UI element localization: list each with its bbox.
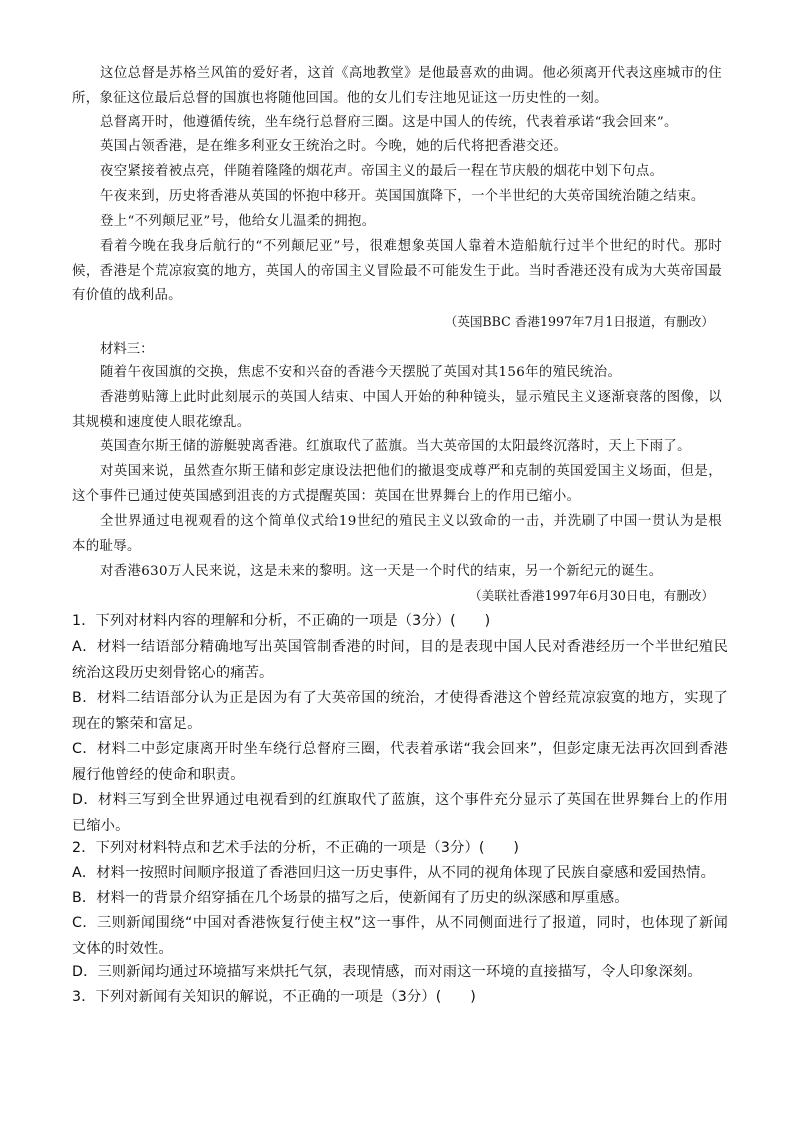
material2-paragraph-6: 登上“不列颠尼亚”号，他给女儿温柔的拥抱。: [100, 214, 376, 229]
question-1-option-b: B．材料二结语部分认为正是因为有了大英帝国的统治，才使得香港这个曾经荒凉寂寞的地方，实现了现在的繁荣和富足。: [72, 690, 728, 732]
material3-paragraph-2: 香港剪贴簿上此时此刻展示的英国人结束、中国人开始的种种镜头，显示殖民主义逐渐衰落的图像，以其规模和速度使人眼花缭乱。: [72, 390, 722, 430]
question-2-stem: 2．下列对材料特点和艺术手法的分析，不正确的一项是（3分）( ): [72, 840, 520, 856]
material3-paragraph-5: 全世界通过电视观看的这个简单仪式给19世纪的殖民主义以致命的一击，并洗刷了中国一贯认为是根本的耻辱。: [72, 514, 722, 554]
material2-paragraph-1: 这位总督是苏格兰风笛的爱好者，这首《高地教堂》是他最喜欢的曲调。他必须离开代表这座城市的住所，象征这位最后总督的国旗也将随他回国。他的女儿们专注地见证这一历史性的一刻。: [72, 66, 722, 106]
question-1-option-a: A．材料一结语部分精确地写出英国管制香港的时间，目的是表现中国人民对香港经历一个半世纪殖民统治这段历史刻骨铭心的痛苦。: [72, 639, 728, 681]
material3-heading: 材料三：: [100, 342, 154, 357]
question-3-stem: 3．下列对新闻有关知识的解说，不正确的一项是（3分）( ): [72, 989, 476, 1005]
material3-paragraph-4: 对英国来说，虽然查尔斯王储和彭定康设法把他们的撤退变成尊严和克制的英国爱国主义场面，但是，这个事件已通过使英国感到沮丧的方式提醒英国：英国在世界舞台上的作用已缩小。: [72, 464, 722, 504]
question-1-stem: 1．下列对材料内容的理解和分析，不正确的一项是（3分）( ): [72, 613, 491, 629]
question-1-option-c: C．材料二中彭定康离开时坐车绕行总督府三圈，代表着承诺“我会回来”，但彭定康无法再次回到香港履行他曾经的使命和职责。: [72, 741, 728, 783]
material3-paragraph-1: 随着午夜国旗的交换，焦虑不安和兴奋的香港今天摆脱了英国对其156年的殖民统治。: [100, 365, 622, 380]
material2-paragraph-3: 英国占领香港，是在维多利亚女王统治之时。今晚，她的后代将把香港交还。: [100, 139, 568, 154]
material2-paragraph-4: 夜空紧接着被点亮，伴随着隆隆的烟花声。帝国主义的最后一程在节庆般的烟花中划下句点。: [100, 164, 664, 179]
material3-paragraph-3: 英国查尔斯王储的游艇驶离香港。红旗取代了蓝旗。当大英帝国的太阳最终沉落时，天上下雨了。: [100, 439, 691, 454]
question-1-option-d: D．材料三写到全世界通过电视看到的红旗取代了蓝旗，这个事件充分显示了英国在世界舞台上的作用已缩小。: [72, 792, 728, 834]
question-2-option-a: A．材料一按照时间顺序报道了香港回归这一历史事件，从不同的视角体现了民族自豪感和爱国热情。: [72, 865, 715, 881]
question-2-option-b: B．材料一的背景介绍穿插在几个场景的描写之后，使新闻有了历史的纵深感和厚重感。: [72, 890, 629, 906]
question-2-option-c: C．三则新闻围绕“中国对香港恢复行使主权”这一事件，从不同侧面进行了报道，同时，也体现了新闻文体的时效性。: [72, 915, 728, 957]
material2-paragraph-2: 总督离开时，他遵循传统，坐车绕行总督府三圈。这是中国人的传统，代表着承诺“我会回来”。: [100, 115, 678, 130]
question-2-option-d: D．三则新闻均通过环境描写来烘托气氛，表现情感，而对雨这一环境的直接描写，令人印象深刻。: [72, 964, 702, 980]
material2-source: （英国BBC 香港1997年7月1日报道，有删改）: [444, 314, 714, 329]
material2-paragraph-5: 午夜来到，历史将香港从英国的怀抱中移开。英国国旗降下，一个半世纪的大英帝国统治随之结束。: [100, 189, 705, 204]
material3-source: （美联社香港1997年6月30日电，有删改）: [469, 588, 714, 603]
material3-paragraph-6: 对香港630万人民来说，这是未来的黎明。这一天是一个时代的结束，另一个新纪元的诞生。: [100, 564, 663, 579]
material2-paragraph-7: 看着今晚在我身后航行的“不列颠尼亚”号，很难想象英国人靠着木造船航行过半个世纪的时代。那时候，香港是个荒凉寂寞的地方，英国人的帝国主义冒险最不可能发生于此。当时香港还没有成为大英帝国最有价值的战利品。: [72, 239, 722, 304]
